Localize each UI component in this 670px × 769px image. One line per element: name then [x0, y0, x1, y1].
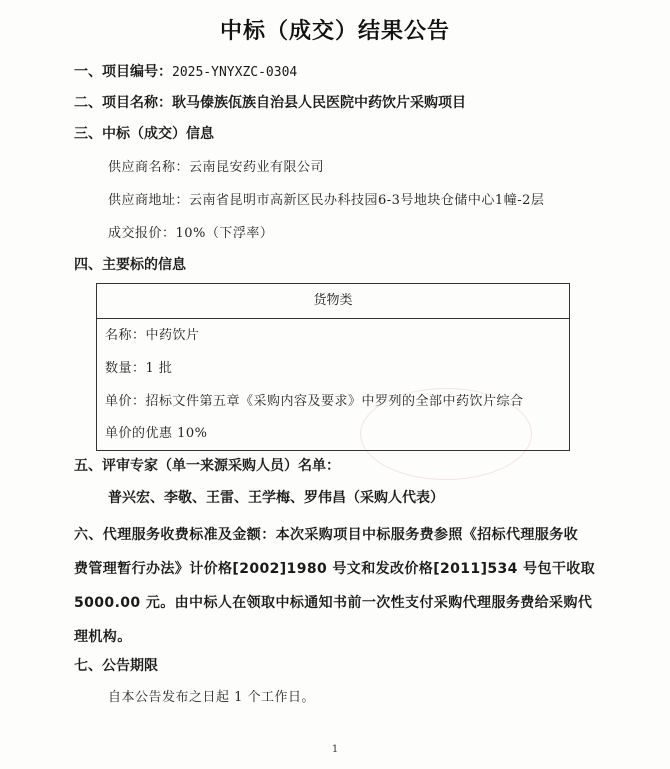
announcement-period-text: 自本公告发布之日起 1 个工作日。 — [108, 690, 316, 705]
agency-fee-line1: 六、代理服务收费标准及金额：本次采购项目中标服务费参照《招标代理服务收 — [74, 527, 578, 543]
agency-fee-line4: 理机构。 — [74, 629, 132, 645]
project-name-line: 二、项目名称：耿马傣族佤族自治县人民医院中药饮片采购项目 — [74, 95, 466, 111]
agency-fee-line2: 费管理暂行办法》计价格[2002]1980 号文和发改价格[2011]534 号包干收取 — [74, 561, 596, 577]
page-number: 1 — [331, 744, 339, 755]
supplier-name: 供应商名称：云南昆安药业有限公司 — [108, 160, 325, 175]
project-number-label: 一、项目编号： — [74, 64, 172, 80]
announcement-period-heading: 七、公告期限 — [74, 658, 158, 674]
agency-fee-paragraph — [74, 518, 612, 654]
experts-heading: 五、评审专家（单一来源采购人员）名单： — [74, 458, 340, 474]
items-table-header: 货物类 — [97, 284, 569, 319]
item-quantity: 数量：1 批 — [105, 361, 173, 376]
document-title: 中标（成交）结果公告 — [219, 19, 450, 44]
deal-price: 成交报价：10%（下浮率） — [108, 226, 274, 241]
supplier-address: 供应商地址：云南省昆明市高新区民办科技园6-3号地块仓储中心1幢-2层 — [108, 193, 545, 208]
main-items-heading: 四、主要标的信息 — [74, 257, 186, 273]
winner-info-heading: 三、中标（成交）信息 — [74, 126, 214, 142]
project-number-line — [74, 62, 297, 83]
project-number-value: 2025-YNYXZC-0304 — [172, 65, 298, 80]
item-unit-price-line1: 单价：招标文件第五章《采购内容及要求》中罗列的全部中药饮片综合 — [105, 394, 524, 409]
experts-list: 普兴宏、李敬、王雷、王学梅、罗伟昌（采购人代表） — [108, 490, 444, 506]
item-name: 名称：中药饮片 — [105, 328, 200, 343]
agency-fee-line3: 5000.00 元。由中标人在领取中标通知书前一次性支付采购代理服务费给采购代 — [74, 595, 593, 611]
item-unit-price-line2: 单价的优惠 10% — [105, 426, 208, 441]
items-table — [96, 283, 570, 451]
